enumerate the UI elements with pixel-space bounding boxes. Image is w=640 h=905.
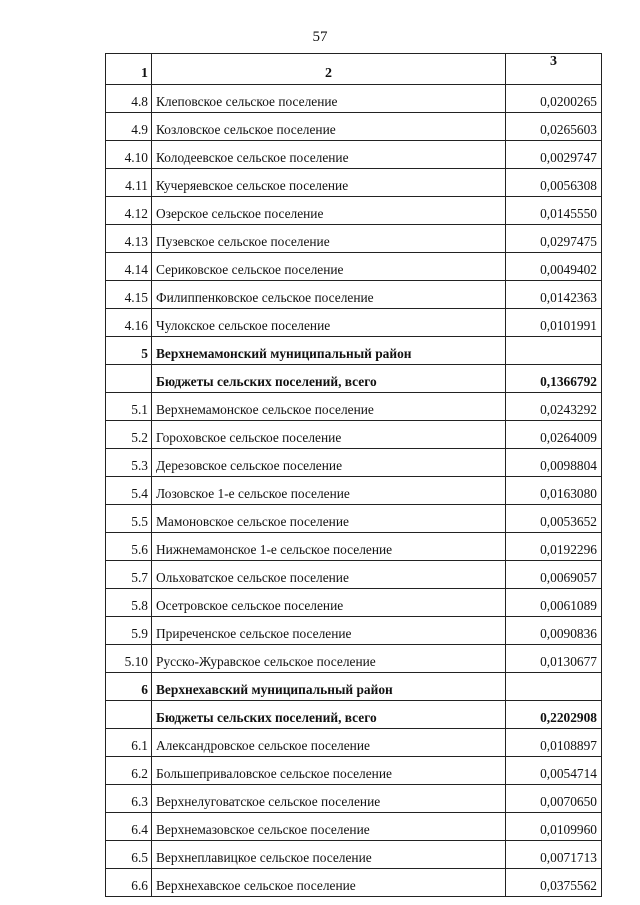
table-row	[106, 393, 602, 421]
row-name-cell: Верхнехавский муниципальный район	[152, 673, 506, 701]
table-row	[106, 477, 602, 505]
row-number-cell: 4.12	[106, 197, 152, 225]
row-name-cell: Гороховское сельское поселение	[152, 421, 506, 449]
row-name-cell: Верхнехавское сельское поселение	[152, 869, 506, 897]
table-row	[106, 421, 602, 449]
row-name-cell: Верхнеплавицкое сельское поселение	[152, 841, 506, 869]
row-value-cell: 0,0142363	[506, 281, 602, 309]
table-row	[106, 141, 602, 169]
row-number-cell: 5	[106, 337, 152, 365]
row-number-cell: 6.5	[106, 841, 152, 869]
table-row	[106, 449, 602, 477]
row-number-cell: 5.3	[106, 449, 152, 477]
row-number-cell: 6.2	[106, 757, 152, 785]
row-value-cell: 0,0109960	[506, 813, 602, 841]
row-name-cell: Александровское сельское поселение	[152, 729, 506, 757]
row-name-cell: Верхнелуговатское сельское поселение	[152, 785, 506, 813]
row-value-cell: 0,0069057	[506, 561, 602, 589]
row-value-cell: 0,0130677	[506, 645, 602, 673]
table-row	[106, 841, 602, 869]
table-row	[106, 309, 602, 337]
row-number-cell: 6	[106, 673, 152, 701]
row-name-cell: Козловское сельское поселение	[152, 113, 506, 141]
row-name-cell: Бюджеты сельских поселений, всего	[152, 365, 506, 393]
row-name-cell: Большеприваловское сельское поселение	[152, 757, 506, 785]
row-value-cell: 0,0297475	[506, 225, 602, 253]
row-name-cell: Филиппенковское сельское поселение	[152, 281, 506, 309]
row-value-cell: 0,0264009	[506, 421, 602, 449]
row-number-cell	[106, 365, 152, 393]
table-row	[106, 673, 602, 701]
table-row	[106, 701, 602, 729]
row-value-cell: 0,0375562	[506, 869, 602, 897]
row-number-cell: 5.4	[106, 477, 152, 505]
row-number-cell: 6.4	[106, 813, 152, 841]
table-row	[106, 85, 602, 113]
table-row	[106, 337, 602, 365]
row-number-cell	[106, 701, 152, 729]
header-col-3: 3	[506, 54, 602, 85]
row-value-cell	[506, 673, 602, 701]
row-name-cell: Сериковское сельское поселение	[152, 253, 506, 281]
row-number-cell: 5.10	[106, 645, 152, 673]
table-row	[106, 785, 602, 813]
row-name-cell: Кучеряевское сельское поселение	[152, 169, 506, 197]
row-number-cell: 4.11	[106, 169, 152, 197]
row-number-cell: 4.14	[106, 253, 152, 281]
row-number-cell: 4.16	[106, 309, 152, 337]
table-body	[106, 85, 602, 897]
row-number-cell: 5.2	[106, 421, 152, 449]
row-number-cell: 6.1	[106, 729, 152, 757]
table-row	[106, 253, 602, 281]
row-number-cell: 4.13	[106, 225, 152, 253]
row-number-cell: 5.9	[106, 617, 152, 645]
row-number-cell: 6.3	[106, 785, 152, 813]
row-value-cell: 0,0101991	[506, 309, 602, 337]
row-value-cell: 0,0070650	[506, 785, 602, 813]
table-row	[106, 169, 602, 197]
table-row	[106, 505, 602, 533]
row-value-cell	[506, 337, 602, 365]
header-col-2: 2	[152, 54, 506, 85]
table-row	[106, 813, 602, 841]
row-value-cell: 0,0053652	[506, 505, 602, 533]
table-row	[106, 197, 602, 225]
row-name-cell: Верхнемазовское сельское поселение	[152, 813, 506, 841]
row-number-cell: 6.6	[106, 869, 152, 897]
table-header-row	[106, 54, 602, 85]
row-value-cell: 0,0108897	[506, 729, 602, 757]
row-number-cell: 5.6	[106, 533, 152, 561]
row-name-cell: Колодеевское сельское поселение	[152, 141, 506, 169]
row-value-cell: 0,0054714	[506, 757, 602, 785]
table-row	[106, 561, 602, 589]
row-value-cell: 0,1366792	[506, 365, 602, 393]
table-row	[106, 225, 602, 253]
table-row	[106, 113, 602, 141]
row-number-cell: 4.9	[106, 113, 152, 141]
row-name-cell: Бюджеты сельских поселений, всего	[152, 701, 506, 729]
table-row	[106, 365, 602, 393]
row-value-cell: 0,0061089	[506, 589, 602, 617]
row-value-cell: 0,0056308	[506, 169, 602, 197]
table-row	[106, 533, 602, 561]
row-name-cell: Клеповское сельское поселение	[152, 85, 506, 113]
row-name-cell: Озерское сельское поселение	[152, 197, 506, 225]
row-name-cell: Пузевское сельское поселение	[152, 225, 506, 253]
row-value-cell: 0,0029747	[506, 141, 602, 169]
row-value-cell: 0,0192296	[506, 533, 602, 561]
row-name-cell: Верхнемамонский муниципальный район	[152, 337, 506, 365]
table-row	[106, 617, 602, 645]
row-number-cell: 5.1	[106, 393, 152, 421]
row-name-cell: Верхнемамонское сельское поселение	[152, 393, 506, 421]
row-name-cell: Приреченское сельское поселение	[152, 617, 506, 645]
row-name-cell: Лозовское 1-е сельское поселение	[152, 477, 506, 505]
header-col-1: 1	[106, 54, 152, 85]
row-number-cell: 5.7	[106, 561, 152, 589]
row-name-cell: Мамоновское сельское поселение	[152, 505, 506, 533]
row-name-cell: Нижнемамонское 1-е сельское поселение	[152, 533, 506, 561]
row-name-cell: Осетровское сельское поселение	[152, 589, 506, 617]
row-name-cell: Чулокское сельское поселение	[152, 309, 506, 337]
row-value-cell: 0,0200265	[506, 85, 602, 113]
row-number-cell: 5.8	[106, 589, 152, 617]
table-row	[106, 757, 602, 785]
row-value-cell: 0,0163080	[506, 477, 602, 505]
budget-table	[105, 53, 602, 897]
table-row	[106, 729, 602, 757]
row-name-cell: Русско-Журавское сельское поселение	[152, 645, 506, 673]
row-value-cell: 0,2202908	[506, 701, 602, 729]
row-number-cell: 4.8	[106, 85, 152, 113]
row-number-cell: 5.5	[106, 505, 152, 533]
row-value-cell: 0,0145550	[506, 197, 602, 225]
table-row	[106, 869, 602, 897]
row-number-cell: 4.10	[106, 141, 152, 169]
row-value-cell: 0,0265603	[506, 113, 602, 141]
page-number: 57	[312, 29, 328, 45]
table-row	[106, 281, 602, 309]
row-value-cell: 0,0098804	[506, 449, 602, 477]
row-value-cell: 0,0243292	[506, 393, 602, 421]
row-value-cell: 0,0090836	[506, 617, 602, 645]
row-number-cell: 4.15	[106, 281, 152, 309]
row-name-cell: Ольховатское сельское поселение	[152, 561, 506, 589]
table-row	[106, 589, 602, 617]
table-row	[106, 645, 602, 673]
row-value-cell: 0,0071713	[506, 841, 602, 869]
row-value-cell: 0,0049402	[506, 253, 602, 281]
row-name-cell: Дерезовское сельское поселение	[152, 449, 506, 477]
